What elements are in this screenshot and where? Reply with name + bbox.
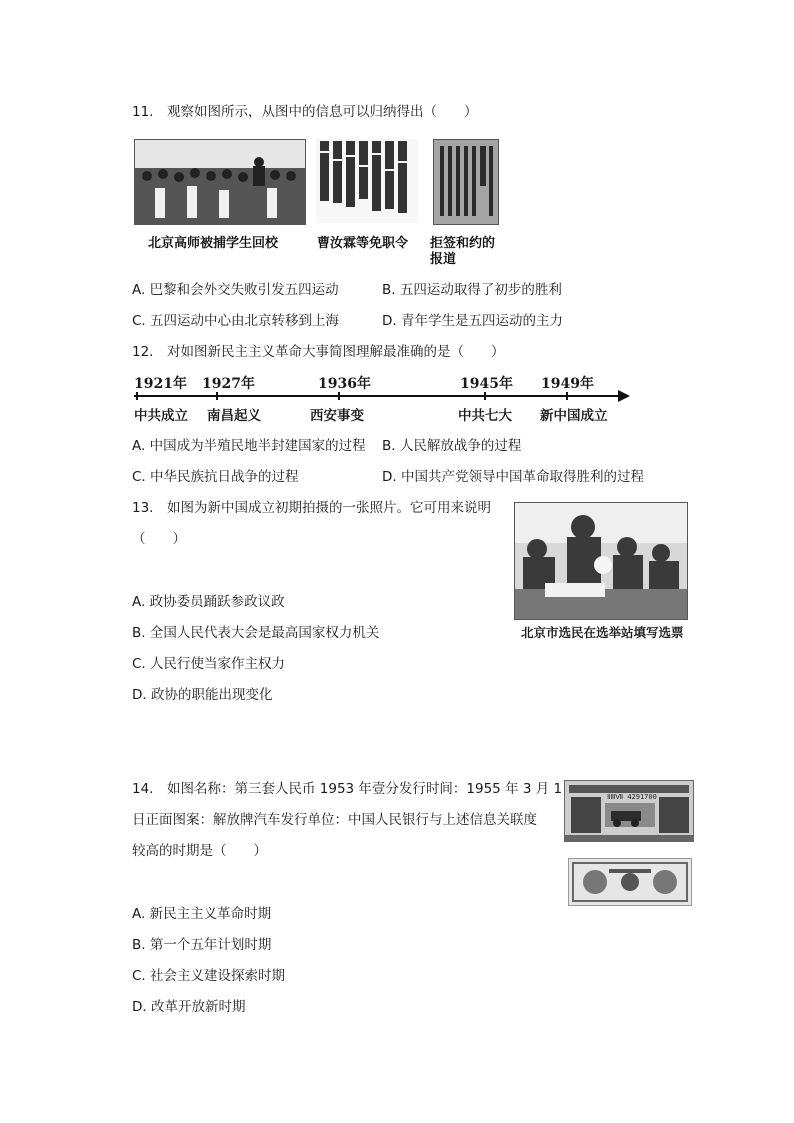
q14-banknote-back (568, 858, 692, 906)
q11-caption-newspaper-line1: 拒签和约的 (430, 236, 496, 251)
q14-option-b[interactable]: B. 第一个五年计划时期 (132, 937, 272, 953)
timeline-year-1936: 1936年 (318, 376, 371, 392)
q14-option-a[interactable]: A. 新民主主义革命时期 (132, 906, 272, 922)
q13-option-b[interactable]: B. 全国人民代表大会是最高国家权力机关 (132, 625, 380, 641)
timeline-tick (136, 392, 138, 400)
q14-banknote-serial: ⅡⅢⅦ 4291700 (607, 793, 657, 801)
q14-option-c[interactable]: C. 社会主义建设探索时期 (132, 968, 286, 984)
q13-stem-line2: （ ） (132, 531, 186, 547)
timeline-tick (566, 392, 568, 400)
timeline-arrow-icon (618, 390, 630, 402)
q12-option-d[interactable]: D. 中国共产党领导中国革命取得胜利的过程 (382, 469, 644, 485)
q13-option-c[interactable]: C. 人民行使当家作主权力 (132, 656, 286, 672)
timeline-year-1949: 1949年 (541, 376, 594, 392)
q12-option-c[interactable]: C. 中华民族抗日战争的过程 (132, 469, 299, 485)
timeline-tick (484, 392, 486, 400)
q11-caption-students: 北京高师被捕学生回校 (148, 236, 279, 251)
q12-option-b[interactable]: B. 人民解放战争的过程 (382, 438, 522, 454)
q11-stem: 11. 观察如图所示，从图中的信息可以归纳得出（ ） (132, 104, 478, 120)
timeline-event-xian-incident: 西安事变 (310, 408, 364, 424)
q11-caption-newspaper-line2: 报道 (430, 252, 457, 267)
q14-stem-line2: 日正面图案：解放牌汽车发行单位：中国人民银行与上述信息关联度 (132, 812, 537, 828)
q11-photo-students (134, 139, 306, 225)
timeline-event-prc-founding: 新中国成立 (540, 408, 608, 424)
q13-option-a[interactable]: A. 政协委员踊跃参政议政 (132, 594, 285, 610)
q11-photo-newspaper (433, 139, 499, 225)
q14-option-d[interactable]: D. 改革开放新时期 (132, 999, 246, 1015)
timeline-tick (216, 392, 218, 400)
q13-stem-line1: 13. 如图为新中国成立初期拍摄的一张照片。它可用来说明 (132, 500, 491, 516)
q14-stem-line3: 较高的时期是（ ） (132, 843, 267, 859)
timeline-axis-line (134, 395, 620, 397)
q13-photo-voters (514, 502, 688, 620)
q13-photo-caption: 北京市选民在选举站填写选票 (521, 625, 684, 640)
timeline-tick (338, 392, 340, 400)
timeline-event-seventh-congress: 中共七大 (458, 408, 512, 424)
q11-caption-dismissal: 曹汝霖等免职令 (317, 236, 409, 251)
timeline-year-1927: 1927年 (202, 376, 255, 392)
q13-option-d[interactable]: D. 政协的职能出现变化 (132, 687, 273, 703)
q11-option-a[interactable]: A. 巴黎和会外交失败引发五四运动 (132, 282, 339, 298)
q12-option-a[interactable]: A. 中国成为半殖民地半封建国家的过程 (132, 438, 366, 454)
q11-option-c[interactable]: C. 五四运动中心由北京转移到上海 (132, 313, 340, 329)
q14-banknote-front (564, 780, 694, 842)
q14-stem-line1: 14. 如图名称：第三套人民币 1953 年壹分发行时间：1955 年 3 月 1 (132, 781, 563, 797)
timeline-event-ccp-founding: 中共成立 (134, 408, 188, 424)
q11-option-d[interactable]: D. 青年学生是五四运动的主力 (382, 313, 563, 329)
q12-stem: 12. 对如图新民主主义革命大事简图理解最准确的是（ ） (132, 344, 505, 360)
q11-option-b[interactable]: B. 五四运动取得了初步的胜利 (382, 282, 562, 298)
timeline-year-1945: 1945年 (460, 376, 513, 392)
q11-photo-dismissal-order (316, 139, 418, 223)
timeline-year-1921: 1921年 (134, 376, 187, 392)
timeline-event-nanchang-uprising: 南昌起义 (207, 408, 261, 424)
